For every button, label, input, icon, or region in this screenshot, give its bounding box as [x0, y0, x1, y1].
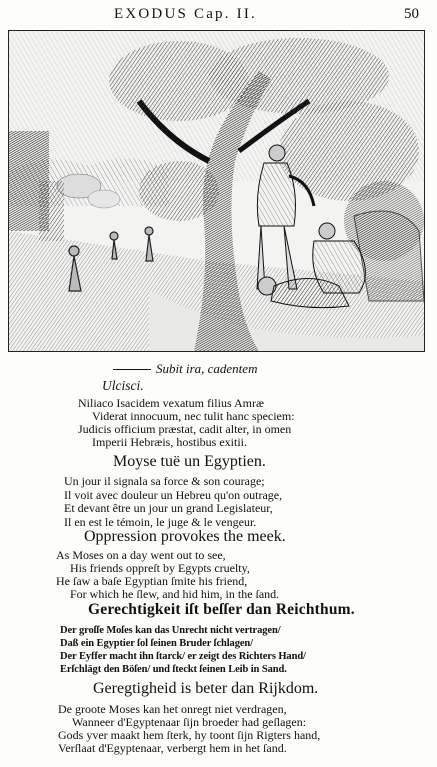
- verse-line: Il en est le témoin, le juge & le vengeur.: [64, 514, 257, 529]
- verse-line: As Moses on a day went out to see,: [56, 548, 226, 562]
- verse-line: Der groſſe Moſes kan das Unrecht nicht vertragen/: [60, 625, 281, 636]
- verse-line: Gods yver maakt hem ſterk, hy toont ſijn Rigters hand,: [58, 728, 321, 742]
- verse-line: Imperii Hebræis, hostibus exitii.: [92, 435, 247, 449]
- verse-line: Erſchlägt den Böſen/ und ſteckt ſeinen Leib in Sand.: [60, 664, 287, 675]
- verse-line: His friends oppreſt by Egypts cruelty,: [70, 561, 250, 575]
- english-verse: [56, 549, 279, 601]
- verse-line: De groote Moses kan het onregt niet verdragen,: [58, 702, 287, 716]
- french-verse: [64, 475, 282, 529]
- verse-line: Judicis officium præstat, cadit alter, in omen: [78, 422, 292, 436]
- verse-line: Viderat innocuum, nec tulit hanc speciem:: [92, 409, 295, 423]
- engraving-plate: [8, 30, 425, 352]
- verse-line: Der Eyffer macht ihn ſtarck/ er zeigt des Richters Hand/: [60, 651, 306, 662]
- verse-line: Il voit avec douleur un Hebreu qu'on outrage,: [64, 487, 283, 502]
- running-title: EXODUS Cap. II.: [114, 6, 257, 22]
- verse-line: Daß ein Egyptier ſol ſeinen Bruder ſchlagen/: [60, 638, 253, 649]
- page-header: [0, 6, 437, 26]
- verse-line: Et devant être un jour un grand Legislateur,: [64, 501, 273, 515]
- motto-rule: [113, 369, 151, 370]
- latin-verse: [78, 397, 295, 449]
- engraving-illustration: [9, 31, 424, 351]
- page-number: 50: [404, 6, 419, 22]
- verse-line: He ſaw a baſe Egyptian ſmite his friend,: [56, 574, 248, 588]
- dutch-heading: Geregtigheid is beter dan Rijkdom.: [93, 680, 319, 697]
- german-heading: Gerechtigkeit iſt beſſer dan Reichthum.: [88, 601, 355, 618]
- verse-line: Verſlaat d'Egyptenaar, verbergt hem in het ſand.: [58, 741, 287, 755]
- verse-line: Niliaco Isacidem vexatum filius Amræ: [78, 396, 264, 410]
- motto-line1: Subit ira, cadentem: [156, 361, 258, 376]
- motto-line: [0, 361, 437, 377]
- verse-line: For which he ſlew, and hid him, in the ſand.: [70, 587, 280, 601]
- german-verse: [60, 624, 306, 676]
- verse-line: Wanneer d'Egyptenaar ſijn broeder had geſlagen:: [72, 715, 307, 729]
- motto-line2: Ulcisci.: [102, 378, 144, 393]
- verse-line: Un jour il signala sa force & son courage;: [64, 474, 265, 488]
- english-heading: Oppression provokes the meek.: [84, 528, 286, 545]
- french-heading: Moyse tuë un Egyptien.: [113, 453, 266, 470]
- dutch-verse: [58, 703, 320, 755]
